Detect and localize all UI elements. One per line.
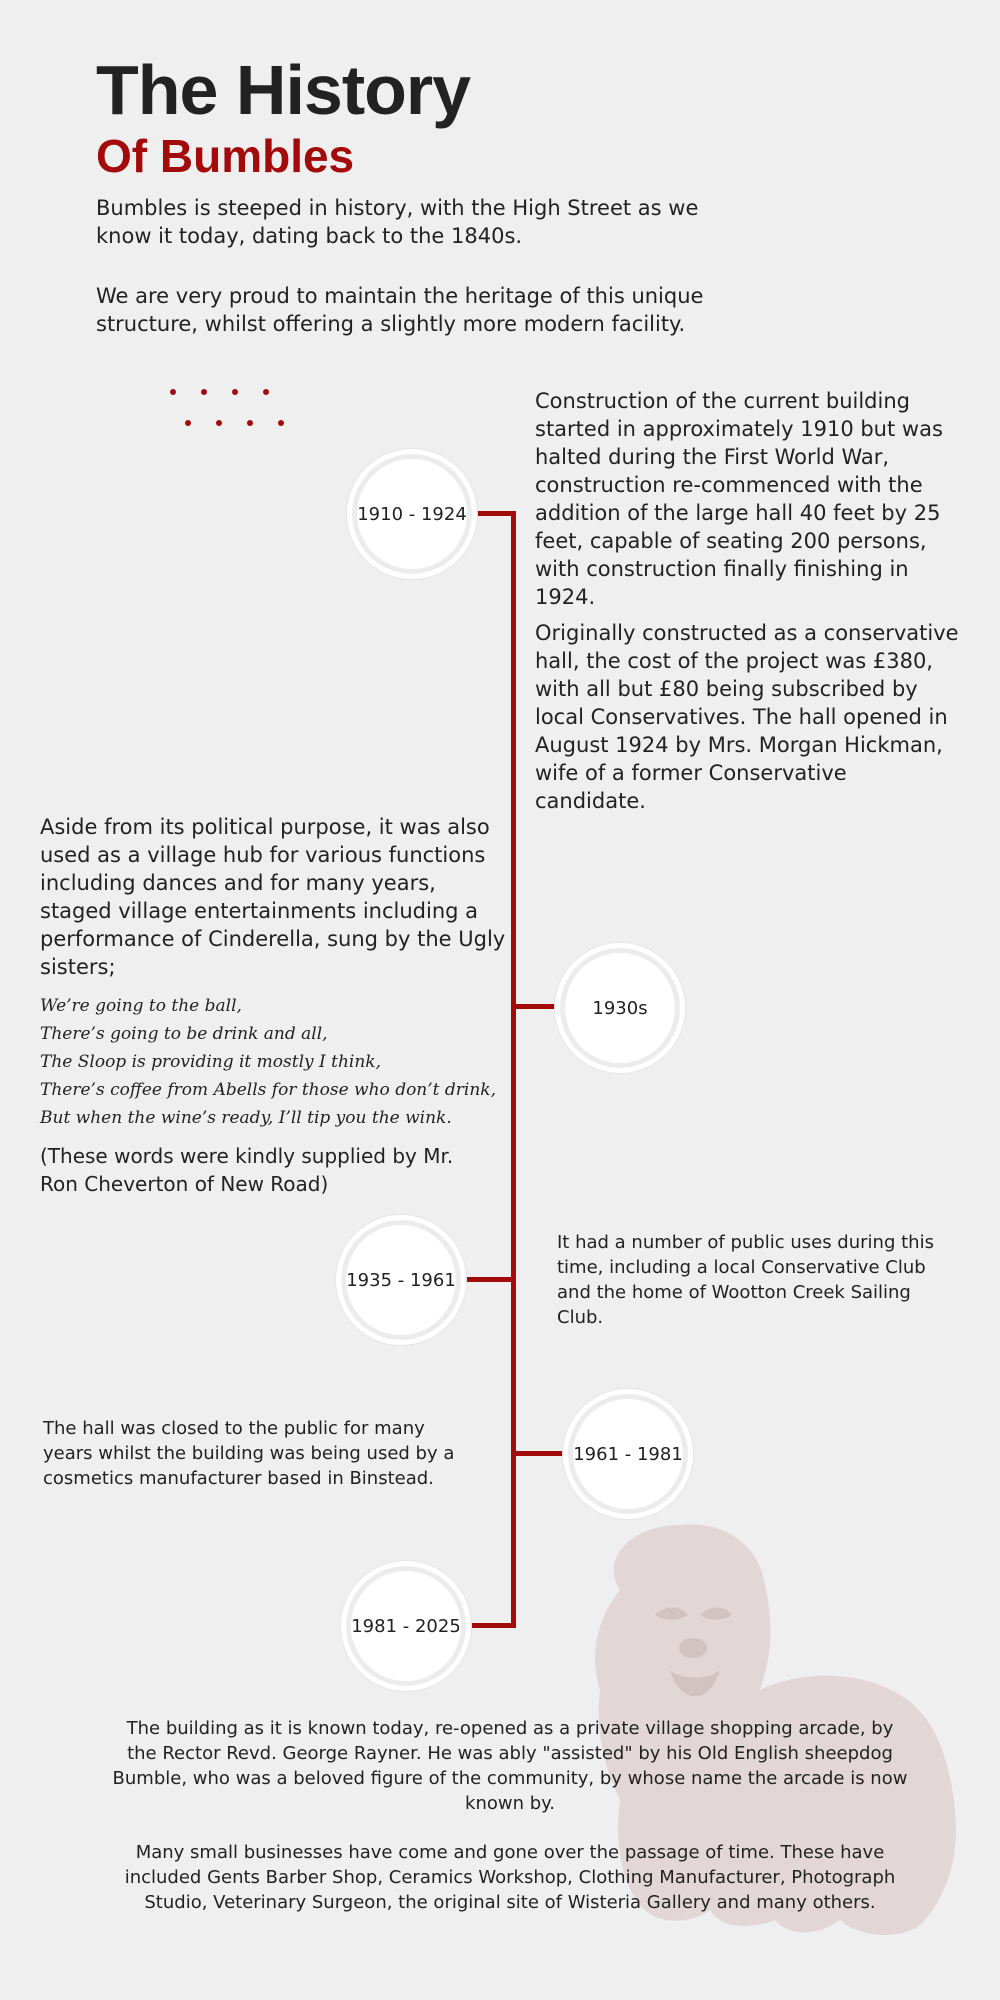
- timeline-period-1910-1924: 1910 - 1924: [347, 449, 477, 579]
- intro-paragraph: Bumbles is steeped in history, with the High Street as we know it today, dating back to the 1840s.: [96, 196, 699, 248]
- timeline-connector: [472, 511, 516, 516]
- song-line: The Sloop is providing it mostly I think,: [40, 1052, 382, 1072]
- page-subtitle: Of Bumbles: [96, 130, 355, 182]
- song-lyrics: [40, 992, 510, 1132]
- public-uses-paragraph: It had a number of public uses during this time, including a local Conservative Club and the home of Wootton Creek Sailing Club.: [557, 1232, 934, 1328]
- reopened-paragraph: The building as it is known today, re-opened as a private village shopping arcade, by the Rector Revd. George Rayner. He was ably "assisted" by his Old English sheepdog Bumble, who was a beloved figure of the community, by whose name the arcade is now known by.: [112, 1718, 908, 1814]
- timeline-period-1930s: 1930s: [555, 943, 685, 1073]
- timeline-connector: [511, 1451, 564, 1456]
- timeline-connector: [511, 1004, 556, 1009]
- timeline-connector: [466, 1623, 516, 1628]
- timeline-connector: [466, 1277, 516, 1282]
- timeline-period-1961-1981: 1961 - 1981: [563, 1389, 693, 1519]
- construction-paragraph: Construction of the current building started in approximately 1910 but was halted during the First World War, construction re-commenced with the addition of the large hall 40 feet by 25 feet, capable of seating 200 persons, with construction finally finishing in 1924.: [535, 389, 943, 609]
- timeline-axis: [511, 511, 516, 1628]
- conservative-hall-paragraph: Originally constructed as a conservative hall, the cost of the project was £380, with all but £80 being subscribed by local Conservatives. The hall opened in August 1924 by Mrs. Morgan Hickman, wife of a former Conservative candidate.: [535, 621, 959, 813]
- dots-pattern-icon: [168, 386, 298, 436]
- timeline-period-1935-1961: 1935 - 1961: [336, 1215, 466, 1345]
- song-line: We’re going to the ball,: [40, 996, 242, 1016]
- song-credit: (These words were kindly supplied by Mr. Ron Cheverton of New Road): [40, 1144, 454, 1196]
- song-line: There’s going to be drink and all,: [40, 1024, 328, 1044]
- song-line: There’s coffee from Abells for those who don’t drink,: [40, 1080, 496, 1100]
- village-hub-paragraph: Aside from its political purpose, it was also used as a village hub for various functions including dances and for many years, staged village entertainments including a performance of Cinderella, sung by the Ugly sisters;: [40, 815, 506, 979]
- page-title: The History: [96, 51, 471, 129]
- intro-paragraph: We are very proud to maintain the heritage of this unique structure, whilst offering a slightly more modern facility.: [96, 284, 704, 336]
- timeline-period-1981-2025: 1981 - 2025: [341, 1561, 471, 1691]
- closed-paragraph: The hall was closed to the public for many years whilst the building was being used by a cosmetics manufacturer based in Binstead.: [43, 1418, 455, 1489]
- song-line: But when the wine’s ready, I’ll tip you the wink.: [40, 1108, 452, 1128]
- businesses-paragraph: Many small businesses have come and gone over the passage of time. These have included Gents Barber Shop, Ceramics Workshop, Clothing Manufacturer, Photograph Studio, Veterinary Surgeon, the original site of Wisteria Gallery and many others.: [124, 1842, 896, 1913]
